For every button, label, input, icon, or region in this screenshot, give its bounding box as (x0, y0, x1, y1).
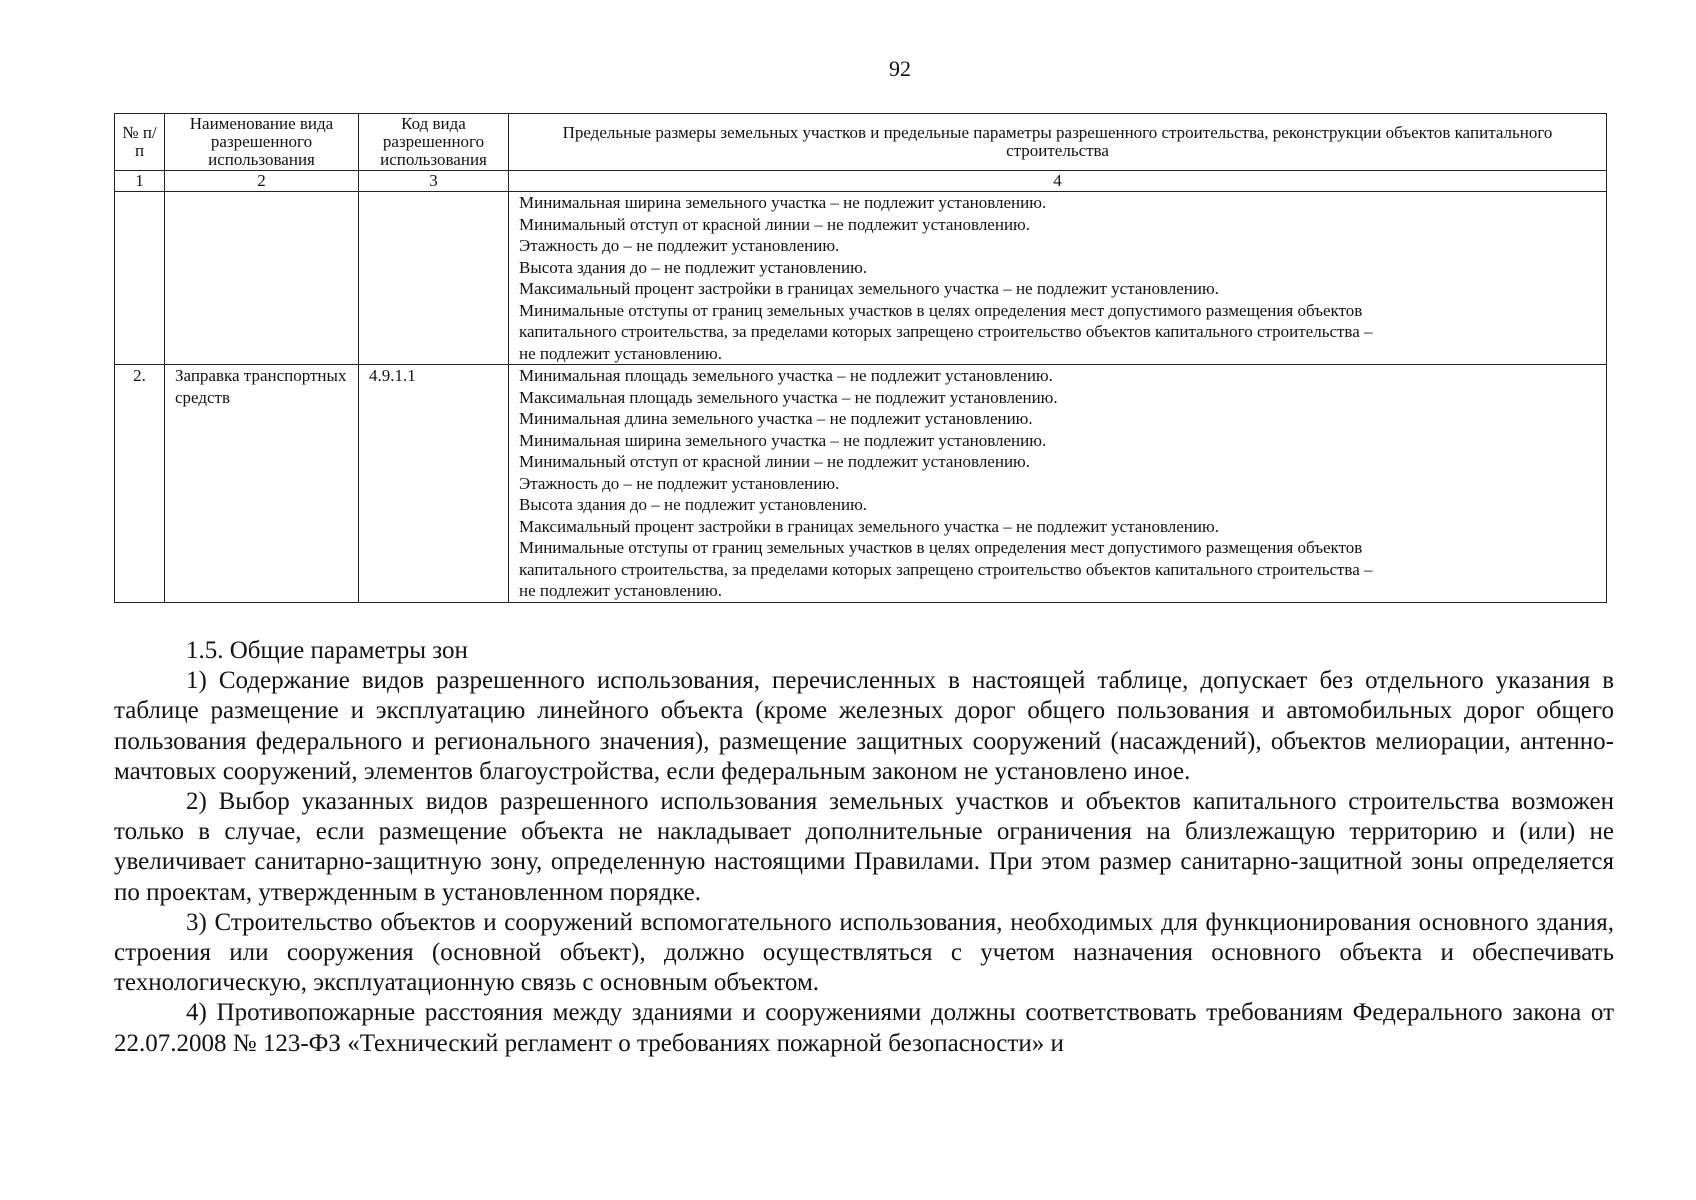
parameter-line: капитального строительства, за пределами которых запрещено строительство объектов капитального строительства – (519, 559, 1373, 579)
parameter-line: Максимальная площадь земельного участка – не подлежит установлению. (519, 387, 1058, 407)
parameter-line: Минимальные отступы от границ земельных участков в целях определения мест допустимого размещения объектов (519, 300, 1363, 320)
column-number: 1 (115, 171, 165, 192)
paragraph: 1) Содержание видов разрешенного использования, перечисленных в настоящей таблице, допускает без отдельного указания в таблице размещение и эксплуатацию линейного объекта (кроме железных дорог общего пользования и автомобильных дорог общего пользования федерального и регионального значения), размещение защитных сооружений (насаждений), объектов мелиорации, антенно-мачтовых сооружений, элементов благоустройства, если федеральным законом не установлено иное. (114, 667, 1614, 785)
column-numbers-row (115, 171, 1607, 192)
table-header-row (115, 114, 1607, 171)
section-body (114, 636, 1614, 1059)
parameter-line: Минимальная ширина земельного участка – не подлежит установлению. (519, 430, 1047, 450)
row-use-code (359, 192, 509, 365)
row-parameters (509, 192, 1607, 365)
row-number (115, 192, 165, 365)
parameter-line: Этажность до – не подлежит установлению. (519, 236, 840, 255)
parameter-line: Минимальный отступ от красной линии – не подлежит установлению. (519, 214, 1030, 234)
parameter-line: не подлежит установлению. (519, 343, 723, 363)
parameter-line: Минимальная длина земельного участка – не подлежит установлению. (519, 409, 1033, 428)
parameter-line: капитального строительства, за пределами которых запрещено строительство объектов капитального строительства – (519, 322, 1373, 341)
parameter-line: Минимальная ширина земельного участка – не подлежит установлению. (519, 193, 1047, 212)
column-number: 2 (165, 171, 359, 192)
parameter-line: Высота здания до – не подлежит установлению. (519, 495, 868, 514)
paragraph: 3) Строительство объектов и сооружений вспомогательного использования, необходимых для функционирования основного здания, строения или сооружения (основной объект), должно осуществляться с учетом назначения основного объекта и обеспечивать технологическую, эксплуатационную связь с основным объектом. (114, 908, 1614, 997)
table-row (115, 192, 1607, 365)
paragraph: 2) Выбор указанных видов разрешенного использования земельных участков и объектов капитального строительства возможен только в случае, если размещение объекта не накладывает дополнительные ограничения на близлежащую территорию и (или) не увеличивает санитарно-защитную зону, определенную настоящими Правилами. При этом размер санитарно-защитной зоны определяется по проектам, утвержденным в установленном порядке. (114, 788, 1614, 906)
row-use-name (165, 192, 359, 365)
parameter-line: Минимальная площадь земельного участка – не подлежит установлению. (519, 366, 1053, 385)
row-number: 2. (115, 365, 165, 603)
parameter-line: Этажность до – не подлежит установлению. (519, 473, 840, 493)
header-parameters: Предельные размеры земельных участков и предельные параметры разрешенного строительства, реконструкции объектов капитального строительства (509, 114, 1607, 171)
row-use-name: Заправка транспортных средств (165, 365, 359, 603)
column-number: 4 (509, 171, 1607, 192)
parameter-line: Высота здания до – не подлежит установлению. (519, 257, 868, 277)
parameter-line: Максимальный процент застройки в границах земельного участка – не подлежит установлению. (519, 516, 1219, 536)
row-parameters (509, 365, 1607, 603)
header-use-name: Наименование вида разрешенного использования (165, 114, 359, 171)
section-heading: 1.5. Общие параметры зон (186, 637, 468, 664)
page-number: 92 (889, 56, 911, 81)
header-number: № п/п (115, 114, 165, 171)
parameter-line: Минимальный отступ от красной линии – не подлежит установлению. (519, 452, 1030, 471)
column-number: 3 (359, 171, 509, 192)
row-use-code: 4.9.1.1 (359, 365, 509, 603)
paragraph: 4) Противопожарные расстояния между зданиями и сооружениями должны соответствовать требованиям Федерального закона от 22.07.2008 № 123-ФЗ «Технический регламент о требованиях пожарной безопасности» и (114, 999, 1614, 1057)
parameters-table (114, 113, 1607, 603)
parameter-line: не подлежит установлению. (519, 581, 723, 600)
parameter-line: Минимальные отступы от границ земельных участков в целях определения мест допустимого размещения объектов (519, 538, 1363, 557)
parameter-line: Максимальный процент застройки в границах земельного участка – не подлежит установлению. (519, 279, 1219, 298)
table-row (115, 365, 1607, 603)
header-use-code: Код вида разрешенного использования (359, 114, 509, 171)
